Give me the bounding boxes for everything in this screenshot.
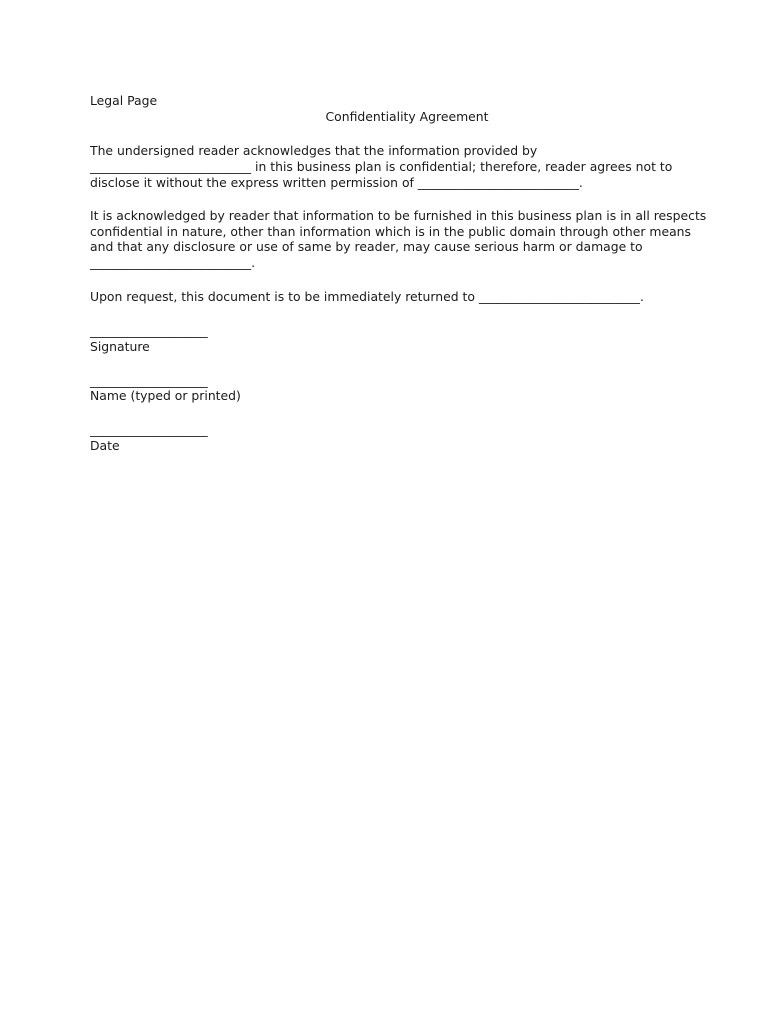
date-line: ___________________ <box>90 422 208 437</box>
paragraph-2-line-1: It is acknowledged by reader that information to be furnished in this business plan is in all respects <box>90 208 707 223</box>
paragraph-2-line-2: confidential in nature, other than information which is in the public domain through other means <box>90 224 691 239</box>
legal-page-label: Legal Page <box>90 93 158 108</box>
paragraph-2-line-4: __________________________. <box>90 255 256 270</box>
paragraph-1-line-2: __________________________ in this business plan is confidential; therefore, reader agrees not to <box>90 159 673 174</box>
paragraph-2-line-3: and that any disclosure or use of same by reader, may cause serious harm or damage to <box>90 239 643 254</box>
name-label: Name (typed or printed) <box>90 388 241 403</box>
date-label: Date <box>90 438 120 453</box>
paragraph-3-line-1: Upon request, this document is to be immediately returned to __________________________. <box>90 289 644 304</box>
signature-label: Signature <box>90 339 150 354</box>
paragraph-1-line-3: disclose it without the express written permission of __________________________. <box>90 175 583 190</box>
document-title: Confidentiality Agreement <box>325 109 489 124</box>
name-line: ___________________ <box>90 373 208 388</box>
paragraph-1-line-1: The undersigned reader acknowledges that the information provided by <box>90 143 538 158</box>
signature-line: ___________________ <box>90 323 208 338</box>
